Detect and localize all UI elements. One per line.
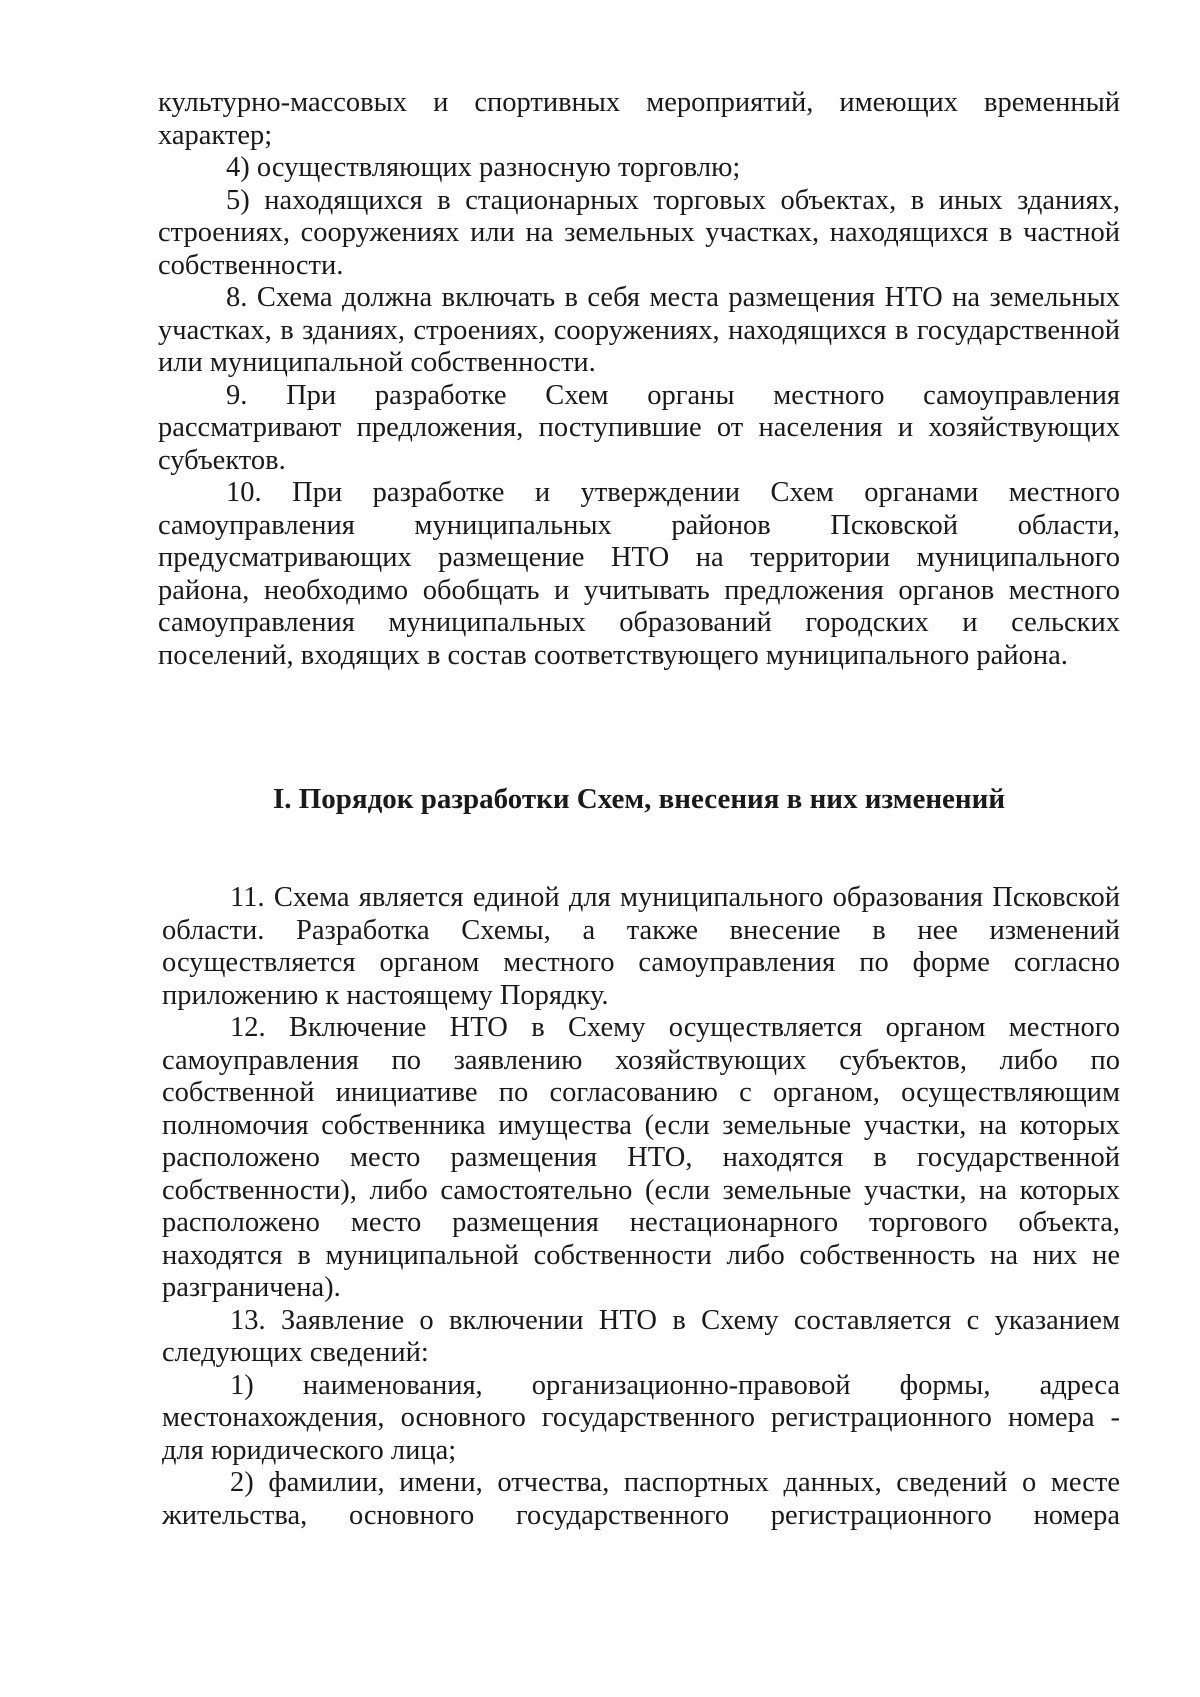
body-text-bottom: [162, 882, 1120, 1532]
paragraph-9: 9. При разработке Схем органы местного самоуправления рассматривают предложения, поступившие от населения и хозяйствующих субъектов.: [158, 379, 1120, 476]
section-heading: I. Порядок разработки Схем, внесения в них изменений: [272, 783, 1006, 815]
paragraph-item-5: 5) находящихся в стационарных торговых объектах, в иных зданиях, строениях, сооружениях или на земельных участках, находящихся в частной собственности.: [158, 184, 1120, 281]
paragraph-13-item-1: 1) наименования, организационно-правовой формы, адреса местонахождения, основного государственного регистрационного номера - для юридического лица;: [162, 1369, 1120, 1466]
paragraph-8: 8. Схема должна включать в себя места размещения НТО на земельных участках, в зданиях, строениях, сооружениях, находящихся в государственной или муниципальной собственности.: [158, 282, 1120, 378]
paragraph-12: 12. Включение НТО в Схему осуществляется органом местного самоуправления по заявлению хозяйствующих субъектов, либо по собственной инициативе по согласованию с органом, осуществляющим полномочия собственника имущества (если земельные участки, на которых расположено место размещения НТО, находятся в государственной собственности), либо самостоятельно (если земельные участки, на которых расположено место размещения нестационарного торгового объекта, находятся в муниципальной собственности либо собственность на них не разграничена).: [162, 1012, 1120, 1303]
paragraph-13: 13. Заявление о включении НТО в Схему составляется с указанием следующих сведений:: [162, 1304, 1120, 1368]
body-text-top: [158, 87, 1120, 672]
paragraph-11: 11. Схема является единой для муниципального образования Псковской области. Разработка Схемы, а также внесение в нее изменений осуществляется органом местного самоуправления по форме согласно приложению к настоящему Порядку.: [162, 882, 1120, 1011]
paragraph-10: 10. При разработке и утверждении Схем органами местного самоуправления муниципальных районов Псковской области, предусматривающих размещение НТО на территории муниципального района, необходимо обобщать и учитывать предложения органов местного самоуправления муниципальных образований городских и сельских поселений, входящих в состав соответствующего муниципального района.: [158, 477, 1120, 671]
paragraph-item-4: 4) осуществляющих разносную торговлю;: [226, 152, 741, 183]
paragraph-13-item-2: 2) фамилии, имени, отчества, паспортных данных, сведений о месте жительства, основного государственного регистрационного номера: [162, 1467, 1120, 1531]
paragraph-continuation: культурно-массовых и спортивных мероприятий, имеющих временный характер;: [158, 87, 1120, 151]
